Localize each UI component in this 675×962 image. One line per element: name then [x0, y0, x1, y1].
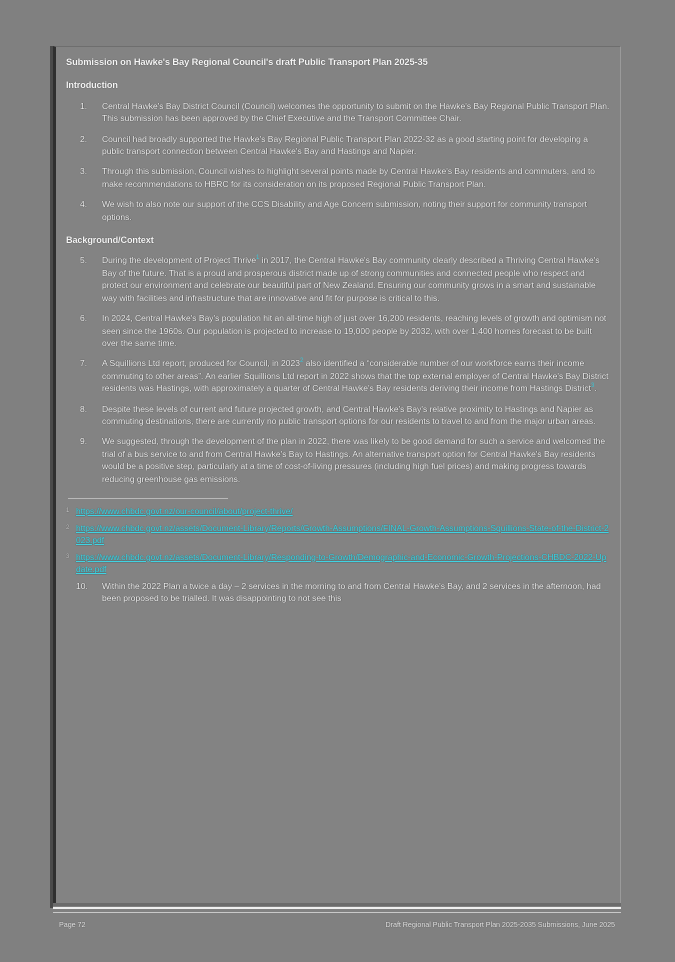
page-bottom-edge [53, 903, 621, 906]
list-item-number: 10. [76, 580, 88, 591]
list-item [66, 580, 610, 605]
footnote-ref-2[interactable]: 2 [299, 358, 304, 365]
list-item-text: In 2024, Central Hawke's Bay's population hit an all-time high of just over 16,200 residents, reaching levels of growth and optimism not seen since the 1960s. Our population is projected to increase to 19,000 people by 2032, with over 1,400 homes forecast to be built over the same time. [102, 313, 607, 348]
list-item [66, 357, 610, 394]
list-item-number: 3. [80, 166, 88, 177]
footer-rule-bottom [53, 912, 621, 913]
list-item-text: Through this submission, Council wishes to highlight several points made by Central Hawke's Bay residents and commuters, and to make recommendations to HBRC for its consideration on its proposed Regional Public Transport Plan. [102, 166, 596, 189]
footnote-number: 2 [66, 524, 70, 531]
page-title: Submission on Hawke's Bay Regional Council's draft Public Transport Plan 2025-35 [66, 57, 428, 67]
list-item-number: 6. [80, 313, 88, 324]
list-item-number: 8. [80, 403, 88, 414]
section-heading-background: Background/Context [66, 235, 154, 246]
list-item-number: 2. [80, 133, 88, 144]
list-item-number: 9. [80, 436, 88, 447]
footnote-separator-rule [68, 498, 228, 499]
background-list [66, 254, 610, 485]
section-heading-introduction: Introduction [66, 80, 118, 91]
footnote-link[interactable]: https://www.chbdc.govt.nz/assets/Document-Library/Reports/Growth-Assumptions/FINAL-Growth-Assumptions-Squillions-State-of-the-District-2023.pdf [76, 522, 609, 546]
footnote-item [66, 505, 610, 518]
list-item [66, 165, 610, 190]
list-item [66, 133, 610, 158]
footnote-link[interactable]: https://www.chbdc.govt.nz/assets/Document-Library/Responding-to-Growth/Demographic-and-Economic-Growth-Projections-CHBDC-2022-Update.pdf [76, 551, 607, 575]
footnote-item [66, 522, 610, 547]
list-item-text: We suggested, through the development of the plan in 2022, there was likely to be good demand for such a service and welcomed the trial of a bus service to and from Central Hawke's Bay to Hastings. An alternative transport option for Central Hawke's Bay residents would be a positive step, particularly at a time of cost-of-living pressures (including high fuel prices) and making progress towards reducing greenhouse gas emissions. [102, 436, 606, 484]
page-footer [53, 918, 621, 938]
list-item-number: 7. [80, 358, 88, 369]
footer-page-number: Page 72 [59, 920, 86, 929]
list-item-text: Despite these levels of current and future projected growth, and Central Hawke's Bay's relative proximity to Hastings and Napier as commuting destinations, there are currently no public transport options for our residents to travel to and from the major urban areas. [102, 403, 596, 426]
list-item-text: Council had broadly supported the Hawke's Bay Regional Public Transport Plan 2022-32 as a good starting point for developing a public transport connection between Central Hawke's Bay and Hastings and Napier. [102, 133, 588, 157]
list-item [66, 403, 610, 428]
list-item-text: During the development of Project Thrive$^1$ in 2017, the Central Hawke's Bay community clearly described a Thriving Central Hawke's Bay of the future. That is a proud and prosperous district made up of strong communities and connected people who respect and protect our environment and celebrate our beautiful part of New Zealand. Ensuring our community grows in a smart and sustainable way with facilities and infrastructure that are innovative and fit for purpose is critical to this. [102, 255, 600, 303]
list-item [66, 435, 610, 485]
list-item-text: We wish to also note our support of the CCS Disability and Age Concern submission, noting their support for community transport options. [102, 199, 588, 222]
footnote-link[interactable]: https://www.chbdc.govt.nz/our-council/about/project-thrive/ [76, 505, 293, 516]
footnotes-block [66, 493, 610, 576]
list-item-number: 5. [80, 255, 88, 266]
introduction-list [66, 100, 610, 223]
list-item-number: 1. [80, 100, 88, 111]
list-item-text: Within the 2022 Plan a twice a day – 2 services in the morning to and from Central Hawke's Bay, and 2 services in the afternoon, had been proposed to be trialled. It was disappointing to not see this [102, 580, 601, 604]
footnote-ref-3[interactable]: 3 [591, 383, 595, 390]
list-item [66, 100, 610, 125]
footnote-item [66, 551, 610, 576]
footnote-number: 1 [66, 507, 70, 514]
document-page [53, 46, 621, 906]
list-item [66, 198, 610, 223]
footer-rule-top [53, 907, 621, 909]
footnote-number: 3 [66, 553, 70, 560]
list-item-number: 4. [80, 199, 88, 210]
footnote-ref-1[interactable]: 1 [256, 255, 260, 262]
footer-document-label: Draft Regional Public Transport Plan 2025-2035 Submissions, June 2025 [385, 920, 615, 929]
list-item-text: A Squillions Ltd report, produced for Council, in 2023$^2$ also identified a “considerable number of our workforce earns their income commuting to other areas”. An earlier Squillions Ltd report in 2022 shows that the top external employer of Central Hawke's Bay District residents was Hastings, with approximately a quarter of Central Hawke's Bay residents deriving their income from Hastings District$^3$. [102, 358, 609, 394]
list-item [66, 254, 610, 304]
list-item [66, 312, 610, 349]
continued-list [66, 580, 610, 605]
list-item-text: Central Hawke's Bay District Council (Council) welcomes the opportunity to submit on the Hawke's Bay Regional Public Transport Plan. This submission has been approved by the Chief Executive and the Transport Committee Chair. [102, 100, 610, 124]
